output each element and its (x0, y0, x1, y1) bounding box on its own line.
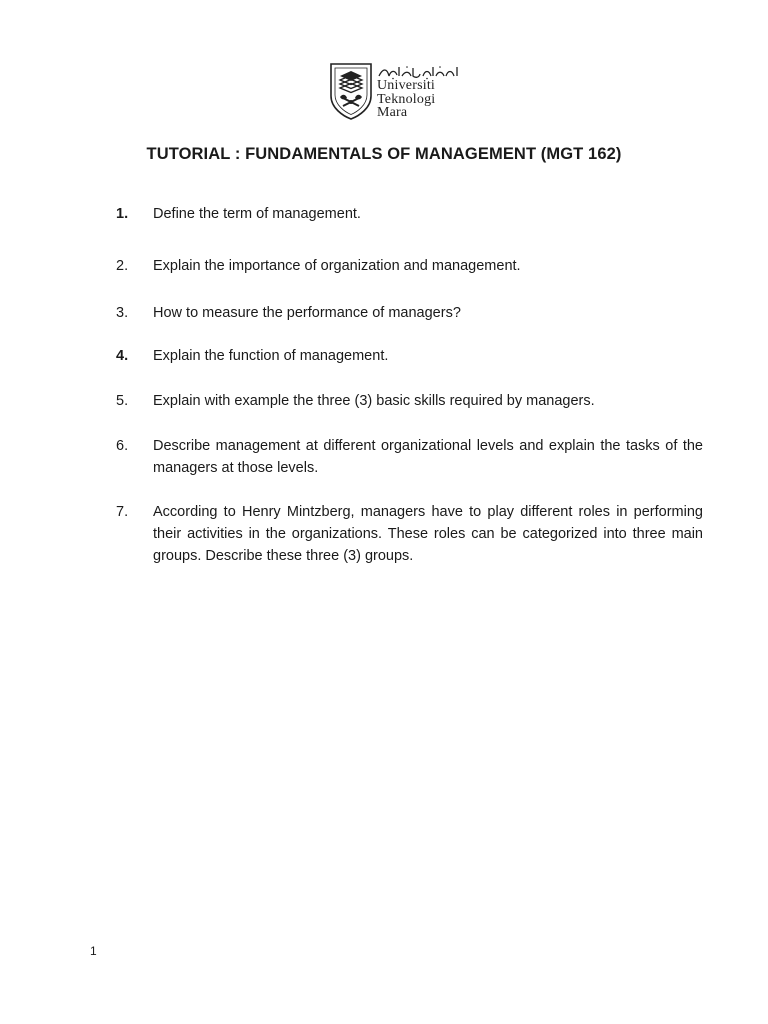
question-text: According to Henry Mintzberg, managers have to play different roles in performing their activities in the organizations. These roles can be categorized into three main groups. Describe these three (3) groups. (153, 504, 703, 564)
question-text: Describe management at different organizational levels and explain the tasks of the managers at those levels. (153, 438, 703, 476)
question-text: Define the term of management. (153, 206, 361, 222)
page-number: 1 (90, 944, 97, 958)
university-crest-icon (329, 62, 373, 120)
university-name-line-2: Teknologi (377, 91, 436, 107)
question-text: Explain the importance of organization and management. (153, 258, 521, 274)
university-name-text (377, 79, 435, 120)
question-number: 3. (116, 305, 129, 321)
question-text: Explain the function of management. (153, 348, 389, 364)
question-number: 2. (116, 258, 129, 274)
question-text: How to measure the performance of managers? (153, 305, 461, 321)
university-name-line-1: Universiti (377, 78, 435, 93)
question-number: 1. (116, 206, 129, 222)
question-number: 6. (116, 438, 129, 454)
question-number: 4. (116, 348, 129, 364)
document-title: TUTORIAL : FUNDAMENTALS OF MANAGEMENT (MGT 162) (146, 145, 622, 163)
university-logo (329, 62, 463, 120)
question-number: 7. (116, 504, 129, 520)
question-text: Explain with example the three (3) basic skills required by managers. (153, 393, 595, 409)
university-name-line-3: Mara (377, 105, 408, 120)
question-number: 5. (116, 393, 129, 409)
